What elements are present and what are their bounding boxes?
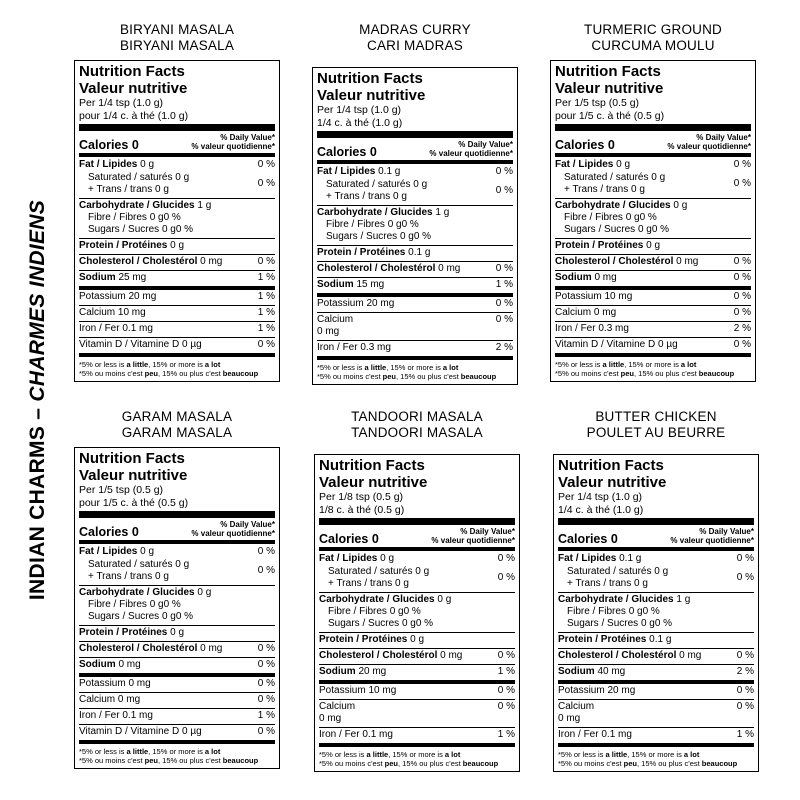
carb-row: Carbohydrate / Glucides 1 g Fibre / Fibres 0 g 0 % Sugars / Sucres 0 g 0 % (558, 592, 754, 632)
label-title-en: Nutrition Facts (319, 457, 425, 474)
panel-butter-chicken (553, 409, 759, 772)
panel-turmeric-ground (550, 22, 756, 382)
iron-row: Iron / Fer 0.1 mg 1 % (79, 708, 275, 724)
nutrition-label (314, 454, 520, 772)
potassium-row: Potassium 10 mg 0 % (319, 685, 515, 696)
side-title-fr: CHARMES INDIENS (26, 199, 49, 402)
protein-row: Protein / Protéines 0 g (555, 238, 751, 254)
fat-row: Fat / Lipides 0.1 g 0 % (558, 552, 754, 564)
divider (319, 518, 515, 525)
label-title-en: Nutrition Facts (79, 63, 185, 80)
cholesterol-row: Cholesterol / Cholestérol 0 mg 0 % (79, 641, 275, 657)
label-title-en: Nutrition Facts (558, 457, 664, 474)
serving-fr: pour 1/5 c. à thé (0.5 g) (79, 496, 189, 509)
sodium-row: Sodium 20 mg 1 % (319, 664, 515, 680)
divider (317, 131, 513, 138)
footnote: *5% or less is a little, 15% or more is a lot *5% ou moins c'est peu, 15% ou plus c'est beaucoup (319, 743, 515, 768)
calcium-row: Calcium 0 mg 0 % (79, 692, 275, 708)
label-title-en: Nutrition Facts (79, 450, 185, 467)
cholesterol-row: Cholesterol / Cholestérol 0 mg 0 % (319, 648, 515, 664)
fat-row: Fat / Lipides 0 g 0 % (555, 158, 751, 170)
potassium-row: Potassium 20 mg 0 % (558, 685, 754, 696)
cholesterol-row: Cholesterol / Cholestérol 0 mg 0 % (558, 648, 754, 664)
iron-row: Iron / Fer 0.3 mg 2 % (317, 340, 513, 356)
footnote: *5% or less is a little, 15% or more is a lot *5% ou moins c'est peu, 15% ou plus c'est beaucoup (79, 353, 275, 378)
divider (558, 518, 754, 525)
label-title-en: Nutrition Facts (555, 63, 661, 80)
calcium-row: Calcium 0 mg 0 % (319, 699, 515, 727)
iron-row: Iron / Fer 0.1 mg 1 % (558, 727, 754, 743)
vitamin-d-row: Vitamin D / Vitamine D 0 µg 0 % (555, 337, 751, 353)
calories-row: Calories 0 % Daily Value* % valeur quotidienne* (79, 520, 275, 539)
potassium-row: Potassium 10 mg 0 % (555, 291, 751, 302)
label-title-en: Nutrition Facts (317, 70, 423, 87)
calories-row: Calories 0 % Daily Value* % valeur quotidienne* (555, 133, 751, 152)
dv-header-fr: % valeur quotidienne* (191, 142, 275, 151)
sodium-row: Sodium 15 mg 1 % (317, 277, 513, 293)
serving-en: Per 1/4 tsp (1.0 g) (317, 104, 402, 116)
divider (555, 124, 751, 131)
label-title-fr: Valeur nutritive (555, 80, 664, 97)
potassium-row: Potassium 20 mg 0 % (317, 298, 513, 309)
serving-en: Per 1/4 tsp (1.0 g) (79, 97, 164, 109)
side-title-en: INDIAN CHARMS – (26, 401, 49, 601)
nutrition-label (74, 447, 280, 769)
potassium-row: Potassium 20 mg 1 % (79, 291, 275, 302)
sat-trans-row: Saturated / saturés 0 g + Trans / trans 0 g 0 % (567, 566, 754, 589)
label-title-fr: Valeur nutritive (319, 474, 428, 491)
sat-trans-row: Saturated / saturés 0 g + Trans / trans 0 g 0 % (88, 172, 275, 195)
calcium-row: Calcium 0 mg 0 % (317, 312, 513, 340)
label-title-fr: Valeur nutritive (317, 87, 426, 104)
serving-fr: pour 1/4 c. à thé (1.0 g) (79, 109, 189, 122)
product-name-en: TURMERIC GROUND (584, 22, 722, 37)
footnote: *5% or less is a little, 15% or more is a lot *5% ou moins c'est peu, 15% ou plus c'est beaucoup (555, 353, 751, 378)
protein-row: Protein / Protéines 0.1 g (558, 632, 754, 648)
footnote: *5% or less is a little, 15% or more is a lot *5% ou moins c'est peu, 15% ou plus c'est beaucoup (317, 356, 513, 381)
side-title-text (26, 200, 50, 600)
vitamin-d-row: Vitamin D / Vitamine D 0 µg 0 % (79, 724, 275, 740)
serving-en: Per 1/8 tsp (0.5 g) (319, 491, 404, 503)
serving-en: Per 1/5 tsp (0.5 g) (555, 97, 640, 109)
calories-row: Calories 0 % Daily Value* % valeur quotidienne* (319, 527, 515, 546)
product-name-en: BUTTER CHICKEN (595, 409, 717, 424)
serving-fr: 1/4 c. à thé (1.0 g) (558, 503, 644, 516)
product-name-fr: CARI MADRAS (367, 38, 463, 53)
nutrition-label (312, 67, 518, 385)
sodium-row: Sodium 0 mg 0 % (79, 657, 275, 673)
calories-value: 0 (131, 138, 139, 152)
protein-row: Protein / Protéines 0 g (319, 632, 515, 648)
calories-row: Calories 0 % Daily Value* % valeur quotidienne* (558, 527, 754, 546)
iron-row: Iron / Fer 0.1 mg 1 % (319, 727, 515, 743)
calcium-row: Calcium 0 mg 0 % (555, 305, 751, 321)
serving-en: Per 1/5 tsp (0.5 g) (79, 484, 164, 496)
dv-header-en: % Daily Value* (220, 133, 275, 142)
cholesterol-row: Cholesterol / Cholestérol 0 mg 0 % (317, 261, 513, 277)
fat-row: Fat / Lipides 0.1 g 0 % (317, 165, 513, 177)
footnote: *5% or less is a little, 15% or more is a lot *5% ou moins c'est peu, 15% ou plus c'est beaucoup (558, 743, 754, 768)
protein-row: Protein / Protéines 0 g (79, 625, 275, 641)
product-name-en: MADRAS CURRY (359, 22, 471, 37)
label-title-fr: Valeur nutritive (558, 474, 667, 491)
product-name-en: GARAM MASALA (121, 409, 233, 424)
iron-row: Iron / Fer 0.1 mg 1 % (79, 321, 275, 337)
carb-row: Carbohydrate / Glucides 1 g Fibre / Fibres 0 g 0 % Sugars / Sucres 0 g 0 % (79, 198, 275, 238)
label-title-fr: Valeur nutritive (79, 80, 188, 97)
serving-fr: 1/8 c. à thé (0.5 g) (319, 503, 405, 516)
panel-biryani-masala (74, 22, 280, 382)
label-title-fr: Valeur nutritive (79, 467, 188, 484)
product-name-en: BIRYANI MASALA (119, 22, 235, 37)
protein-row: Protein / Protéines 0.1 g (317, 245, 513, 261)
panel-madras-curry (312, 22, 518, 385)
calcium-row: Calcium 10 mg 1 % (79, 305, 275, 321)
sat-trans-row: Saturated / saturés 0 g + Trans / trans 0 g 0 % (326, 179, 513, 202)
product-name-fr: POULET AU BEURRE (586, 425, 726, 440)
calories-row (79, 131, 275, 153)
serving-fr: 1/4 c. à thé (1.0 g) (317, 116, 403, 129)
serving-en: Per 1/4 tsp (1.0 g) (558, 491, 643, 503)
product-name-fr: CURCUMA MOULU (591, 38, 715, 53)
panel-tandoori-masala (314, 409, 520, 772)
product-name-en: TANDOORI MASALA (351, 409, 483, 424)
carb-row: Carbohydrate / Glucides 0 g Fibre / Fibres 0 g 0 % Sugars / Sucres 0 g 0 % (319, 592, 515, 632)
divider (79, 124, 275, 131)
product-name-fr: GARAM MASALA (121, 425, 233, 440)
serving-fr: pour 1/5 c. à thé (0.5 g) (555, 109, 665, 122)
protein-row: Protein / Protéines 0 g (79, 238, 275, 254)
sat-trans-row: Saturated / saturés 0 g + Trans / trans 0 g 0 % (88, 559, 275, 582)
carb-row: Carbohydrate / Glucides 0 g Fibre / Fibres 0 g 0 % Sugars / Sucres 0 g 0 % (555, 198, 751, 238)
fat-row: Fat / Lipides 0 g 0 % (79, 158, 275, 170)
fat-row: Fat / Lipides 0 g 0 % (79, 545, 275, 557)
sodium-row: Sodium 40 mg 2 % (558, 664, 754, 680)
sat-trans-row: Saturated / saturés 0 g + Trans / trans 0 g 0 % (564, 172, 751, 195)
calories-label: Calories (79, 138, 129, 152)
carb-row: Carbohydrate / Glucides 0 g Fibre / Fibres 0 g 0 % Sugars / Sucres 0 g 0 % (79, 585, 275, 625)
iron-row: Iron / Fer 0.3 mg 2 % (555, 321, 751, 337)
divider (79, 511, 275, 518)
product-name-fr: TANDOORI MASALA (351, 425, 483, 440)
side-title (18, 0, 58, 800)
carb-row: Carbohydrate / Glucides 1 g Fibre / Fibres 0 g 0 % Sugars / Sucres 0 g 0 % (317, 205, 513, 245)
calories-row: Calories 0 % Daily Value* % valeur quotidienne* (317, 140, 513, 159)
product-name-fr: BIRYANI MASALA (119, 38, 235, 53)
sodium-row: Sodium 25 mg 1 % (79, 270, 275, 286)
footnote: *5% or less is a little, 15% or more is a lot *5% ou moins c'est peu, 15% ou plus c'est beaucoup (79, 740, 275, 765)
vitamin-d-row: Vitamin D / Vitamine D 0 µg 0 % (79, 337, 275, 353)
nutrition-label (553, 454, 759, 772)
panel-garam-masala (74, 409, 280, 769)
nutrition-label (550, 60, 756, 382)
fat-row: Fat / Lipides 0 g 0 % (319, 552, 515, 564)
sodium-row: Sodium 0 mg 0 % (555, 270, 751, 286)
cholesterol-row: Cholesterol / Cholestérol 0 mg 0 % (79, 254, 275, 270)
nutrition-label (74, 60, 280, 382)
sat-trans-row: Saturated / saturés 0 g + Trans / trans 0 g 0 % (328, 566, 515, 589)
calcium-row: Calcium 0 mg 0 % (558, 699, 754, 727)
cholesterol-row: Cholesterol / Cholestérol 0 mg 0 % (555, 254, 751, 270)
potassium-row: Potassium 0 mg 0 % (79, 678, 275, 689)
